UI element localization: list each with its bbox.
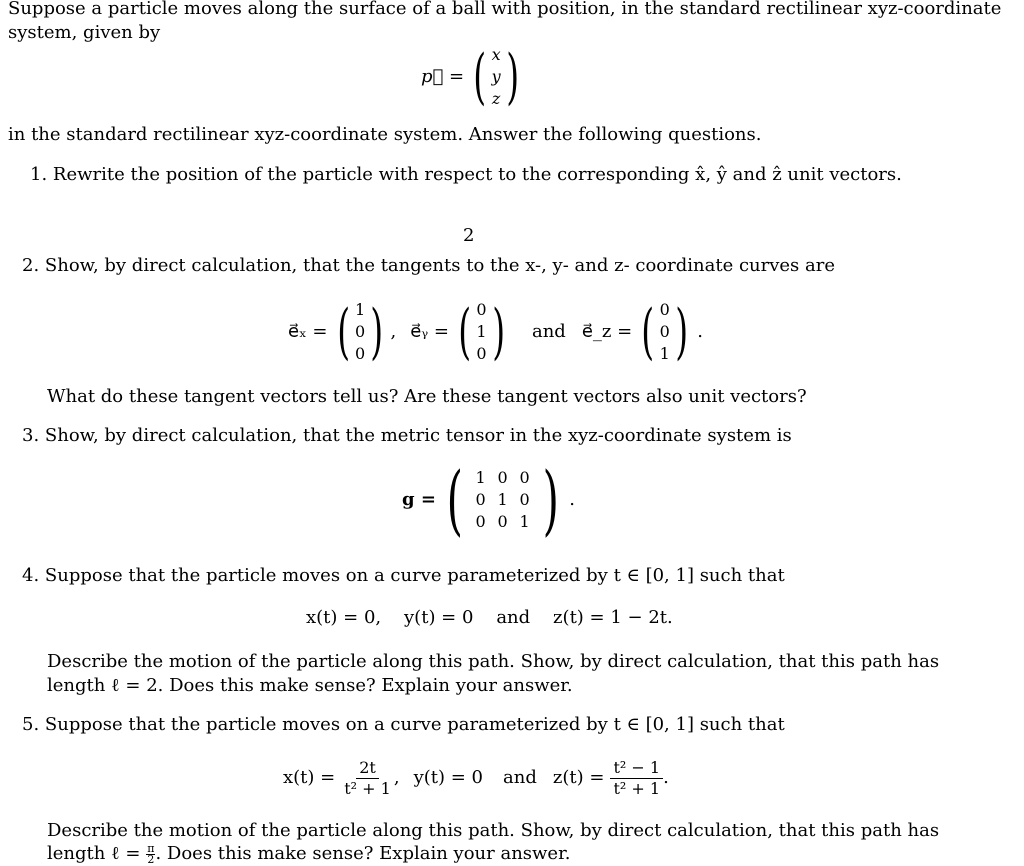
metric-lhs: g = (402, 489, 436, 510)
metric-matrix: ( 1 0 0 0 1 0 0 0 1 ) (446, 455, 559, 544)
metric-tensor (402, 455, 575, 544)
q5-follow-2 (47, 842, 570, 866)
q1 (30, 163, 902, 187)
and-word: and (531, 321, 566, 342)
q2-follow: What do these tangent vectors tell us? Are these tangent vectors also unit vectors? (47, 386, 807, 407)
q4 (22, 564, 785, 588)
matrix-entry: 0 (519, 468, 530, 487)
length-question: . Does this make sense? Explain your answer. (155, 843, 571, 864)
q4-equation: x(t) = 0, y(t) = 0 and z(t) = 1 − 2t. (306, 607, 673, 628)
ex-vector: ( 1 0 0 ) (336, 297, 384, 367)
x-denominator: t² + 1 (344, 778, 391, 798)
matrix-entry: 1 (519, 512, 530, 531)
ey-lhs: e⃗ᵧ = (410, 321, 449, 342)
vec-entry: 0 (659, 300, 670, 319)
q5-follow-1: Describe the motion of the particle along this path. Show, by direct calculation, that this path has (47, 820, 940, 841)
vec-entry: 0 (354, 344, 366, 363)
position-equation (421, 42, 524, 112)
q2-text: Show, by direct calculation, that the tangents to the x-, y- and z- coordinate curves are (44, 255, 836, 276)
comma: , (393, 767, 400, 788)
q1-text: Rewrite the position of the particle with respect to the corresponding x̂, ŷ and ẑ unit vectors. (52, 164, 902, 185)
vec-entry: 0 (476, 300, 487, 319)
two-denominator: 2 (147, 852, 155, 866)
q4-follow-1: Describe the motion of the particle along this path. Show, by direct calculation, that this path has (47, 651, 940, 672)
comma: , (390, 321, 397, 342)
matrix-entry: 0 (519, 490, 530, 509)
vec-entry: 0 (354, 322, 366, 341)
z-lhs: z(t) = (552, 767, 605, 788)
vec-entry: 1 (476, 322, 487, 341)
q4-number: 4. (22, 565, 40, 586)
page-number: 2 (463, 225, 475, 246)
ez-lhs: e⃗_z = (581, 321, 633, 342)
intro-line-1: Suppose a particle moves along the surface of a ball with position, in the standard rectilinear xyz-coordinate (8, 0, 1002, 19)
period: . (663, 767, 669, 788)
q1-number: 1. (30, 164, 48, 185)
vec-entry: 0 (659, 322, 670, 341)
q5-number: 5. (22, 714, 40, 735)
ex-lhs: e⃗ₓ = (288, 321, 328, 342)
x-numerator: 2t (356, 758, 379, 779)
pi-numerator: π (147, 841, 155, 855)
length-text: length ℓ = (47, 843, 141, 864)
q2-number: 2. (22, 255, 40, 276)
period: . (569, 489, 575, 510)
tangent-vectors (288, 295, 703, 369)
position-lhs: p⃗ = (421, 66, 465, 87)
ez-vector: ( 0 0 1 ) (641, 297, 688, 367)
q5-equation (283, 753, 669, 803)
ey-vector: ( 0 1 0 ) (458, 297, 505, 367)
z-denominator: t² + 1 (613, 778, 661, 798)
q4-follow-2: length ℓ = 2. Does this make sense? Explain your answer. (47, 675, 573, 696)
position-vector: ( x y z ) (473, 42, 519, 112)
matrix-entry: 1 (497, 490, 508, 509)
matrix-entry: 0 (497, 468, 508, 487)
z-fraction (610, 758, 663, 799)
matrix-entry: 0 (475, 512, 486, 531)
x-fraction (341, 758, 394, 799)
vec-entry: 1 (354, 300, 366, 319)
matrix-entry: 0 (475, 490, 486, 509)
matrix-entry: 1 (475, 468, 486, 487)
q2 (22, 254, 835, 278)
x-lhs: x(t) = (283, 767, 336, 788)
vec-entry: x (491, 45, 501, 64)
q5 (22, 713, 785, 737)
q4-text: Suppose that the particle moves on a curve parameterized by t ∈ [0, 1] such that (44, 565, 785, 586)
intro-line-3: in the standard rectilinear xyz-coordinate system. Answer the following questions. (8, 124, 762, 145)
period: . (697, 321, 703, 342)
and-word: and (503, 767, 537, 788)
vec-entry: 0 (476, 344, 487, 363)
q3 (22, 424, 792, 448)
q3-text: Show, by direct calculation, that the metric tensor in the xyz-coordinate system is (44, 425, 792, 446)
y-equation: y(t) = 0 (413, 767, 484, 788)
matrix-entry: 0 (497, 512, 508, 531)
vec-entry: 1 (659, 344, 670, 363)
q3-number: 3. (22, 425, 40, 446)
vec-entry: z (491, 89, 501, 108)
vec-entry: y (491, 67, 501, 86)
q5-text: Suppose that the particle moves on a curve parameterized by t ∈ [0, 1] such that (44, 714, 785, 735)
intro-line-2: system, given by (8, 22, 161, 43)
z-numerator: t² − 1 (610, 758, 663, 779)
